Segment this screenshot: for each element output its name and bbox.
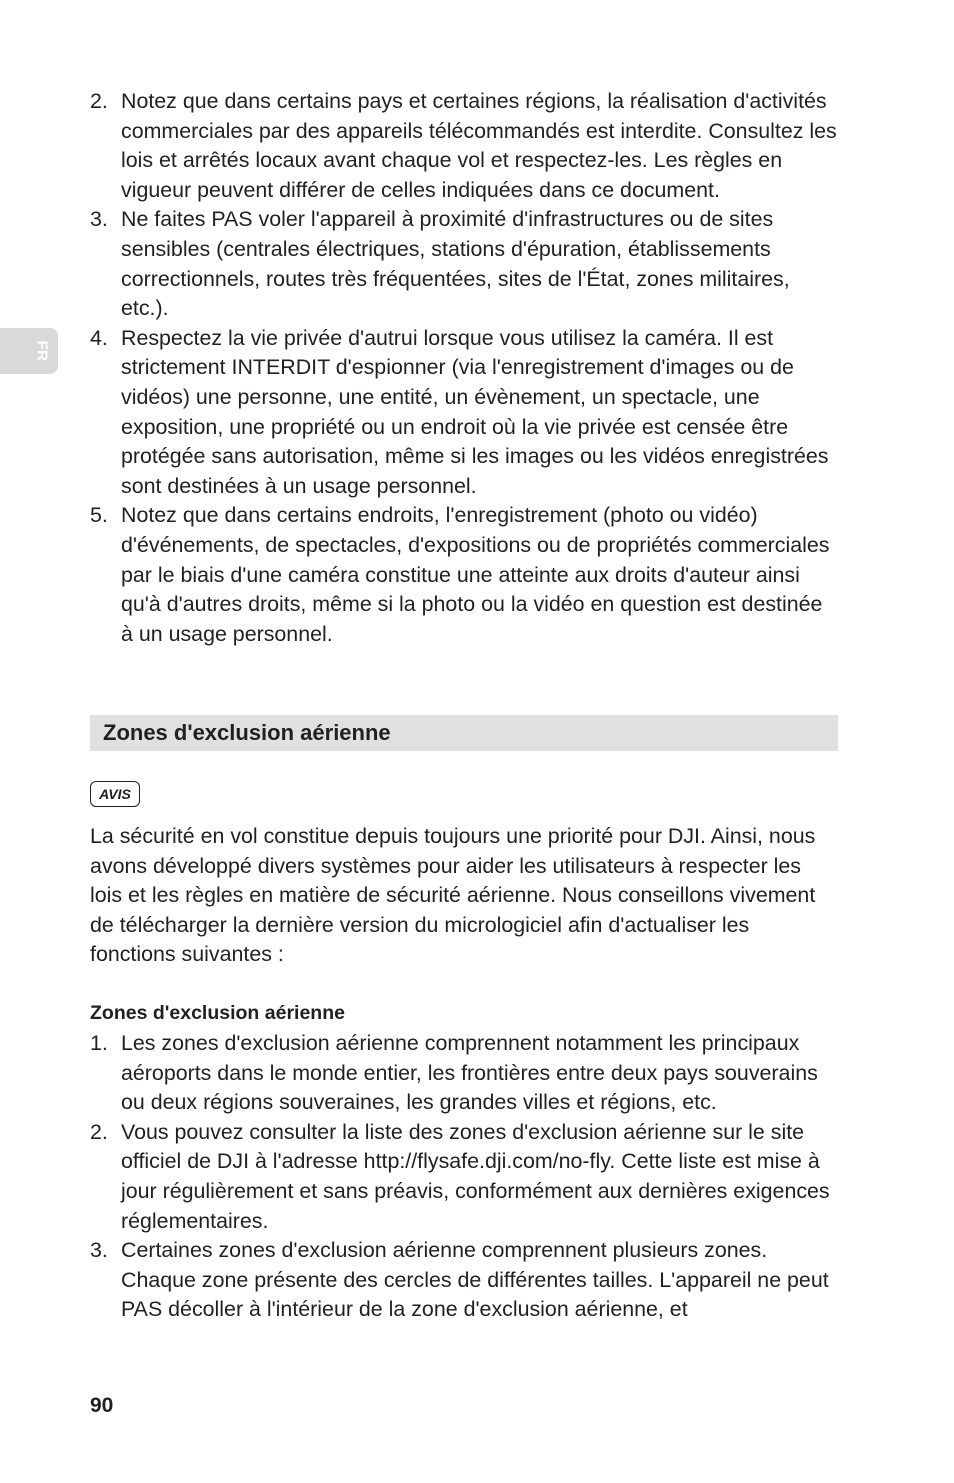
list-item-text: Notez que dans certains endroits, l'enregistrement (photo ou vidéo) d'événements, de spectacles, d'expositions ou de propriétés commerciales par le biais d'une caméra constitue une atteinte aux droits d'auteur ainsi qu'à d'autres droits, même si la photo ou la vidéo en question est destinée à un usage personnel.	[121, 503, 830, 646]
section-title: Zones d'exclusion aérienne	[103, 720, 391, 745]
list-item-text: Vous pouvez consulter la liste des zones d'exclusion aérienne sur le site officiel de DJI à l'adresse http://flysafe.dji.com/no-fly. Cette liste est mise à jour régulièrement et sans préavis, conformément aux dernières exigences réglementaires.	[121, 1119, 830, 1233]
numbered-list-bottom	[90, 1029, 840, 1325]
list-item	[90, 1029, 840, 1118]
intro-paragraph: La sécurité en vol constitue depuis toujours une priorité pour DJI. Ainsi, nous avons développé divers systèmes pour aider les utilisateurs à respecter les lois et les règles en matière de sécurité aérienne. Nous conseillons vivement de télécharger la dernière version du micrologiciel afin d'actualiser les fonctions suivantes :	[90, 824, 816, 967]
list-item-text: Notez que dans certains pays et certaines régions, la réalisation d'activités commerciales par des appareils télécommandés est interdite. Consultez les lois et arrêtés locaux avant chaque vol et respectez-les. Les règles en vigueur peuvent différer de celles indiquées dans ce document.	[121, 89, 837, 202]
list-item-number: 2.	[90, 89, 108, 113]
numbered-list-top	[90, 87, 840, 649]
list-item	[90, 205, 840, 323]
list-item	[90, 1236, 840, 1325]
list-item-number: 1.	[90, 1031, 108, 1055]
list-item	[90, 1118, 840, 1236]
language-tab	[0, 328, 58, 374]
list-item-number: 5.	[90, 503, 108, 528]
list-item-text: Les zones d'exclusion aérienne comprennent notamment les principaux aéroports dans le monde entier, les frontières entre deux pays souverains ou deux régions souveraines, les grandes villes et régions, etc.	[121, 1031, 818, 1115]
list-item	[90, 501, 840, 649]
subsection-title: Zones d'exclusion aérienne	[90, 1002, 345, 1024]
page-number: 90	[90, 1394, 114, 1417]
list-item-text: Respectez la vie privée d'autrui lorsque vous utilisez la caméra. Il est strictement INTERDIT d'espionner (via l'enregistrement d'images ou de vidéos) une personne, une entité, un évènement, un spectacle, une exposition, une propriété ou un endroit où la vie privée est censée être protégée sans autorisation, même si les images ou les vidéos enregistrées sont destinées à un usage personnel.	[121, 325, 829, 498]
notice-badge	[90, 781, 140, 807]
list-item	[90, 87, 840, 205]
list-item-number: 4.	[90, 325, 108, 350]
language-tab-label: FR	[33, 340, 51, 362]
list-item-text: Ne faites PAS voler l'appareil à proximité d'infrastructures ou de sites sensibles (centrales électriques, stations d'épuration, établissements correctionnels, routes très fréquentées, sites de l'État, zones militaires, etc.).	[121, 207, 790, 321]
list-item	[90, 324, 840, 502]
list-item-text: Certaines zones d'exclusion aérienne comprennent plusieurs zones. Chaque zone présente des cercles de différentes tailles. L'appareil ne peut PAS décoller à l'intérieur de la zone d'exclusion aérienne, et	[121, 1238, 829, 1322]
list-item-number: 2.	[90, 1119, 108, 1144]
list-item-number: 3.	[90, 207, 108, 232]
list-item-number: 3.	[90, 1238, 108, 1263]
notice-badge-label: AVIS	[99, 786, 131, 802]
section-heading-bar	[90, 715, 838, 751]
